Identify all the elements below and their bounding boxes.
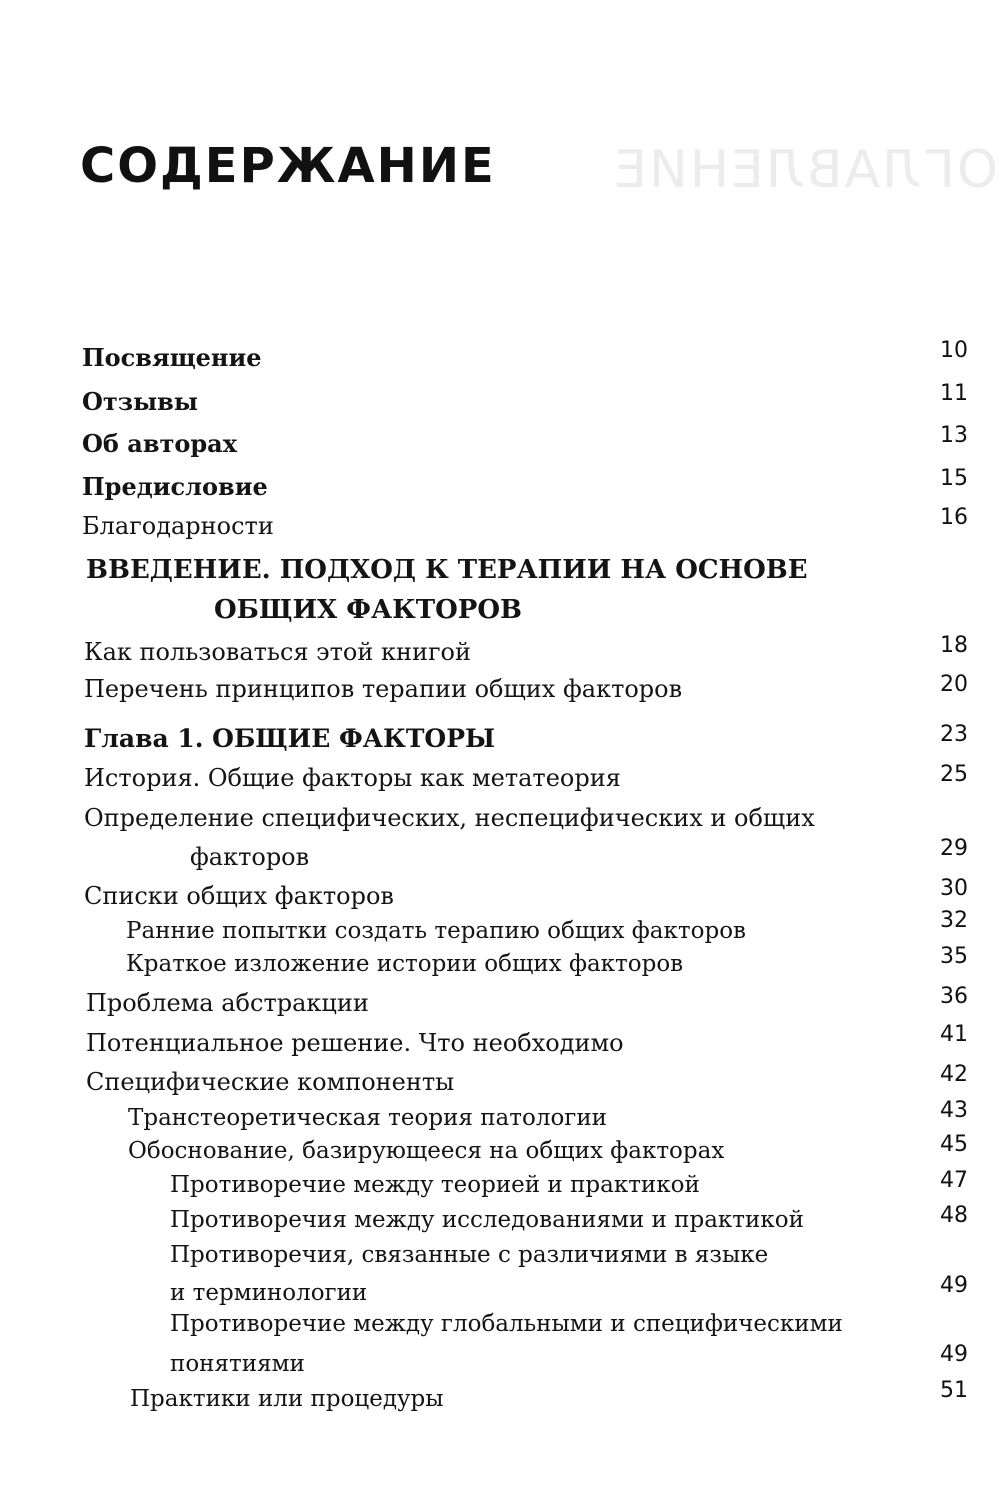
page-number: 18 <box>940 633 968 658</box>
page-number: 29 <box>940 836 968 861</box>
toc-entry-brief-history[interactable]: Краткое изложение истории общих факторов <box>126 951 684 977</box>
page-number: 16 <box>940 505 968 530</box>
page-number: 42 <box>940 1062 968 1087</box>
page-title: СОДЕРЖАНИЕ <box>80 138 496 194</box>
page-number: 36 <box>940 984 968 1009</box>
page-number: 47 <box>940 1168 968 1193</box>
toc-entry-rationale[interactable]: Обоснование, базирующееся на общих факторах <box>128 1138 725 1164</box>
toc-entry-how-to-use[interactable]: Как пользоваться этой книгой <box>84 638 471 666</box>
toc-entry-transtheoretical[interactable]: Транстеоретическая теория патологии <box>128 1105 608 1131</box>
page-number: 25 <box>940 762 968 787</box>
page-number: 11 <box>940 381 968 406</box>
toc-entry-common-factors-lists[interactable]: Списки общих факторов <box>84 882 394 910</box>
toc-entry-principles-list[interactable]: Перечень принципов терапии общих факторов <box>84 675 683 703</box>
section-heading-line1: ВВЕДЕНИЕ. ПОДХОД К ТЕРАПИИ НА ОСНОВЕ <box>86 555 808 585</box>
ghost-title: ОГЛАВЛЕНИЕ <box>612 140 998 200</box>
page-number: 49 <box>940 1273 968 1298</box>
page-number: 32 <box>940 908 968 933</box>
toc-entry-specific-components[interactable]: Специфические компоненты <box>86 1068 455 1096</box>
section-heading-introduction[interactable] <box>86 550 808 630</box>
toc-entry-definition[interactable]: Определение специфических, неспецифических и общих <box>84 804 815 832</box>
page-number: 20 <box>940 672 968 697</box>
toc-entry-authors[interactable]: Об авторах <box>82 429 238 458</box>
toc-entry-acknowledgments[interactable]: Благодарности <box>82 512 274 540</box>
toc-entry-global-specific[interactable]: Противоречие между глобальными и специфическими <box>170 1311 843 1337</box>
section-heading-line2: ОБЩИХ ФАКТОРОВ <box>214 595 522 625</box>
page-number: 43 <box>940 1098 968 1123</box>
page-number: 45 <box>940 1132 968 1157</box>
toc-entry-definition-cont[interactable]: факторов <box>190 843 310 871</box>
toc-entry-language[interactable]: Противоречия, связанные с различиями в языке <box>170 1242 769 1268</box>
page-number: 49 <box>940 1342 968 1367</box>
page-number: 41 <box>940 1022 968 1047</box>
toc-entry-research-practice[interactable]: Противоречия между исследованиями и практикой <box>170 1207 804 1233</box>
toc-entry-global-specific-cont[interactable]: понятиями <box>170 1351 305 1377</box>
toc-entry-reviews[interactable]: Отзывы <box>82 387 198 416</box>
page-number: 23 <box>940 722 968 747</box>
page-number: 15 <box>940 466 968 491</box>
toc-entry-dedication[interactable]: Посвящение <box>82 343 262 372</box>
page-number: 35 <box>940 944 968 969</box>
toc-entry-chapter-1[interactable]: Глава 1. ОБЩИЕ ФАКТОРЫ <box>84 724 496 753</box>
page-number: 30 <box>940 876 968 901</box>
page-number: 10 <box>940 338 968 363</box>
page-number: 48 <box>940 1203 968 1228</box>
toc-entry-abstraction[interactable]: Проблема абстракции <box>86 989 369 1017</box>
page-number: 51 <box>940 1378 968 1403</box>
toc-entry-preface[interactable]: Предисловие <box>82 472 268 501</box>
toc-entry-practices[interactable]: Практики или процедуры <box>130 1386 444 1412</box>
toc-entry-potential-solution[interactable]: Потенциальное решение. Что необходимо <box>86 1029 624 1057</box>
toc-entry-language-cont[interactable]: и терминологии <box>170 1280 368 1306</box>
toc-entry-theory-practice[interactable]: Противоречие между теорией и практикой <box>170 1172 700 1198</box>
toc-entry-early-attempts[interactable]: Ранние попытки создать терапию общих факторов <box>126 918 746 944</box>
page-number: 13 <box>940 423 968 448</box>
toc-entry-history[interactable]: История. Общие факторы как метатеория <box>84 764 621 792</box>
